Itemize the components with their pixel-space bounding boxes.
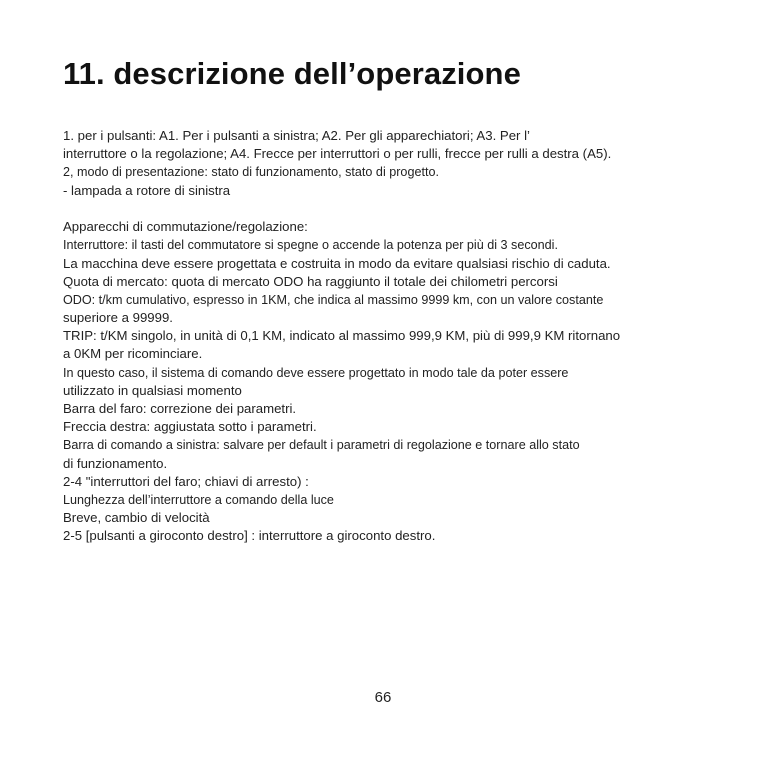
- text-line: interruttore o la regolazione; A4. Frecce per interruttori o per rulli, frecce per rulli a destra (A5).: [63, 146, 612, 162]
- text-line: Lunghezza dell’interruttore a comando della luce: [63, 492, 334, 507]
- text-line: a 0KM per ricominciare.: [63, 346, 203, 362]
- text-line: Apparecchi di commutazione/regolazione:: [63, 219, 308, 235]
- text-line: Freccia destra: aggiustata sotto i parametri.: [63, 419, 317, 435]
- text-line: 2-4 "interruttori del faro; chiavi di arresto) :: [63, 473, 309, 489]
- text-line: di funzionamento.: [63, 455, 168, 471]
- body-text: [63, 127, 713, 546]
- text-line: La macchina deve essere progettata e costruita in modo da evitare qualsiasi rischio di caduta.: [63, 255, 611, 271]
- text-line: Barra del faro: correzione dei parametri.: [63, 401, 297, 417]
- text-line: TRIP: t/KM singolo, in unità di 0,1 KM, indicato al massimo 999,9 KM, più di 999,9 KM ritornano: [63, 328, 621, 344]
- text-line: 1. per i pulsanti: A1. Per i pulsanti a sinistra; A2. Per gli apparechiatori; A3. Per l’: [63, 128, 530, 143]
- text-line: 2-5 [pulsanti a giroconto destro] : interruttore a giroconto destro.: [63, 528, 436, 544]
- text-line: Interruttore: il tasti del commutatore si spegne o accende la potenza per più di 3 secondi.: [63, 238, 558, 253]
- text-line: Quota di mercato: quota di mercato ODO ha raggiunto il totale dei chilometri percorsi: [63, 273, 558, 289]
- page-title: 11. descrizione dell’operazione: [63, 56, 521, 91]
- paragraph-spacer: [63, 200, 713, 218]
- text-line: utilizzato in qualsiasi momento: [63, 382, 242, 398]
- text-line: In questo caso, il sistema di comando deve essere progettato in modo tale da poter essere: [63, 365, 569, 380]
- text-line: ODO: t/km cumulativo, espresso in 1KM, che indica al massimo 9999 km, con un valore costante: [63, 292, 604, 307]
- text-line: Barra di comando a sinistra: salvare per default i parametri di regolazione e tornare allo stato: [63, 438, 580, 453]
- text-line: superiore a 99999.: [63, 310, 173, 326]
- text-line: - lampada a rotore di sinistra: [63, 182, 231, 198]
- text-line: 2, modo di presentazione: stato di funzionamento, stato di progetto.: [63, 165, 439, 180]
- text-line: Breve, cambio di velocità: [63, 510, 210, 526]
- page-number: 66: [374, 689, 392, 706]
